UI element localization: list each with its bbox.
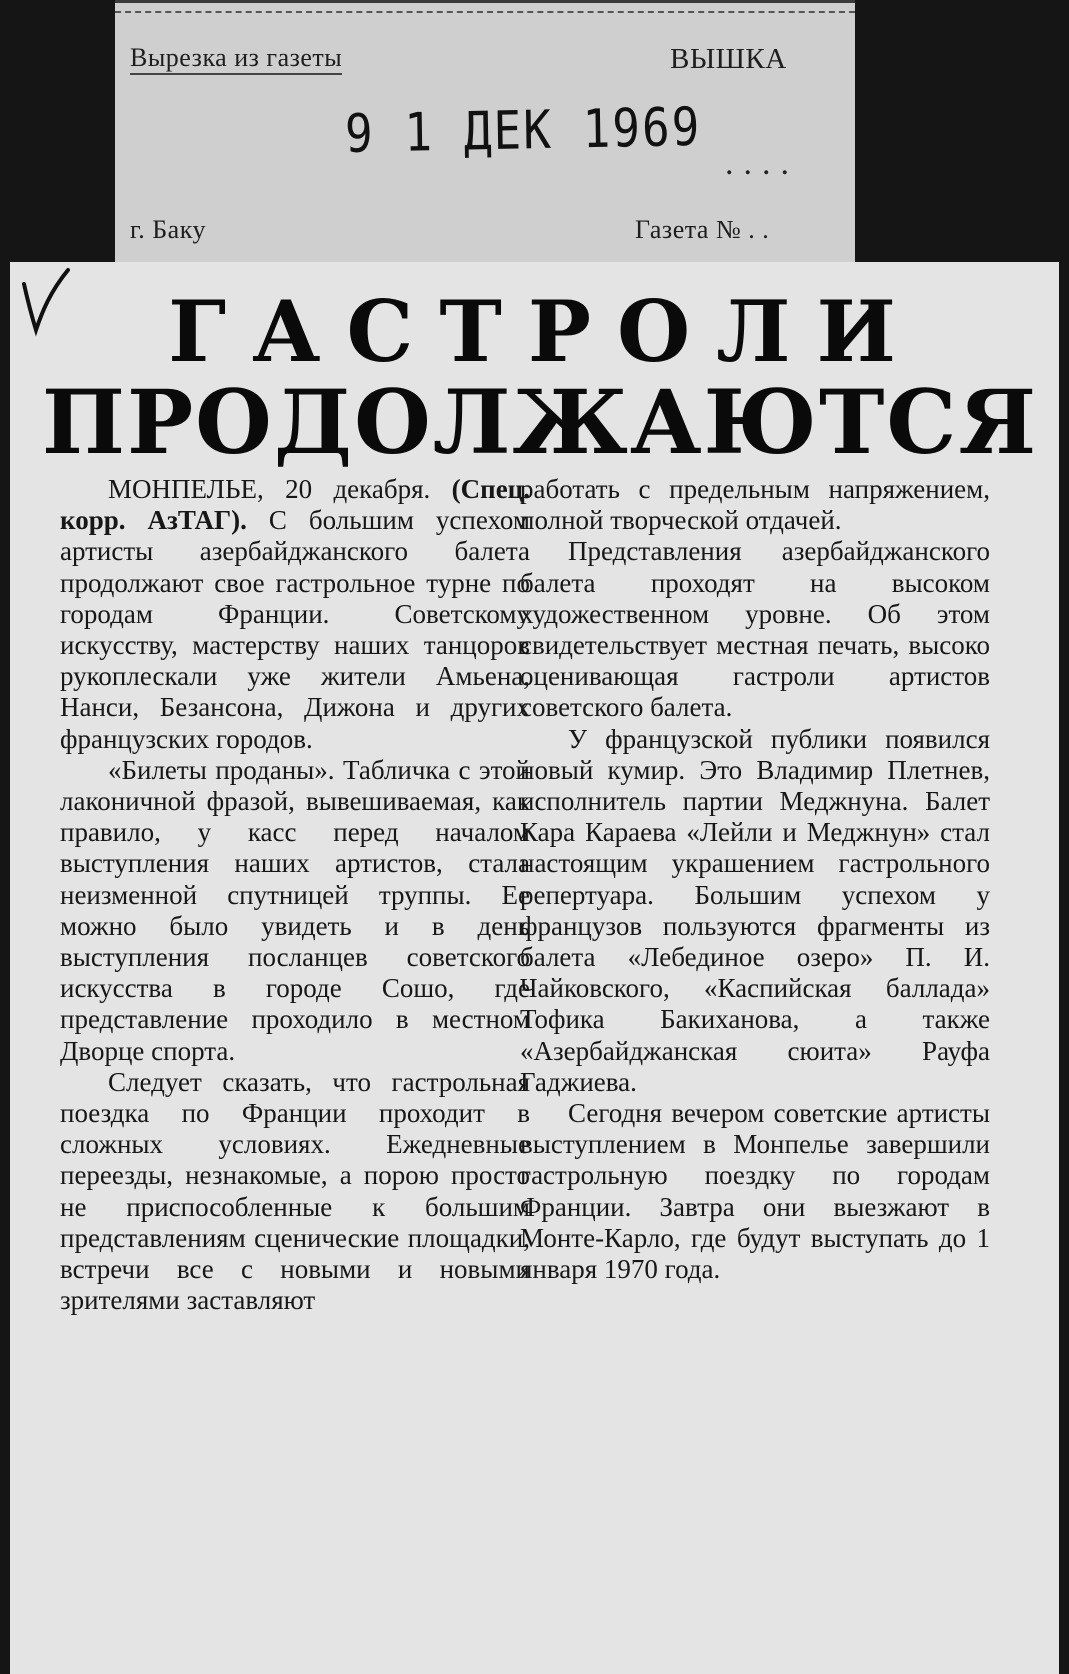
dateline: МОНПЕЛЬЕ, 20 декабря.: [108, 474, 431, 504]
article-column-left: [60, 474, 530, 1316]
slip-clipping-label: Вырезка из газеты: [130, 43, 342, 75]
paragraph-1-text: С большим успехом артисты азербайджанского балета продолжают свое гастрольное турне по городам Франции. Советскому искусству, мастерству наших танцоров рукоплескали уже жители Амьена, Нанси, Безансона, Дижона и других французских городов.: [60, 505, 530, 754]
paragraph-3-continued: работать с предельным напряжением, полной творческой отдачей.: [520, 474, 990, 536]
slip-city: г. Баку: [130, 215, 206, 244]
headline-line-2: ПРОДОЛЖАЮТСЯ: [41, 370, 1039, 474]
date-stamp: 9 1 ДЕК 1969: [344, 95, 702, 165]
slip-dashed-edge: [115, 11, 855, 13]
article-column-right: [520, 474, 990, 1285]
agency-credit: (Спец. корр. АзТАГ).: [60, 474, 530, 536]
paragraph-1: [60, 474, 530, 755]
newspaper-clipping: [10, 262, 1059, 1674]
slip-newspaper-name: ВЫШКА: [670, 43, 787, 75]
paragraph-6: Сегодня вечером советские артисты выступлением в Монпелье завершили гастрольную поездку по городам Франции. Завтра они выезжают в Монте-Карло, где будут выступать до 1 января 1970 года.: [520, 1098, 990, 1285]
headline-line-1: ГАСТРОЛИ: [168, 282, 922, 381]
paragraph-2: «Билеты проданы». Табличка с этой лаконичной фразой, вывешиваемая, как правило, у касс перед началом выступления наших артистов, стала неизменной спутницей труппы. Ее можно было увидеть и в день выступления посланцев советского искусства в городе Сошо, где представление проходило в местном Дворце спорта.: [60, 754, 530, 1066]
paragraph-3: Следует сказать, что гастрольная поездка по Франции проходит в сложных условиях. Ежедневные переезды, незнакомые, а порою просто не приспособленные к большим представлениям сценические площадки, встречи все с новыми и новыми зрителями заставляют: [60, 1066, 530, 1316]
clipping-service-slip: [115, 0, 855, 265]
slip-newspaper-number: Газета № . .: [635, 215, 770, 244]
paragraph-5: У французской публики появился новый кумир. Это Владимир Плетнев, исполнитель партии Меджнуна. Балет Кара Караева «Лейли и Меджнун» стал настоящим украшением гастрольного репертуара. Большим успехом у французов пользуются фрагменты из балета «Лебединое озеро» П. И. Чайковского, «Каспийская баллада» Тофика Бакиханова, а также «Азербайджанская сюита» Рауфа Гаджиева.: [520, 723, 990, 1097]
paragraph-4: Представления азербайджанского балета проходят на высоком художественном уровне. Об этом свидетельствует местная печать, высоко оценивающая гастроли артистов советского балета.: [520, 536, 990, 723]
slip-dots: ....: [725, 145, 799, 182]
